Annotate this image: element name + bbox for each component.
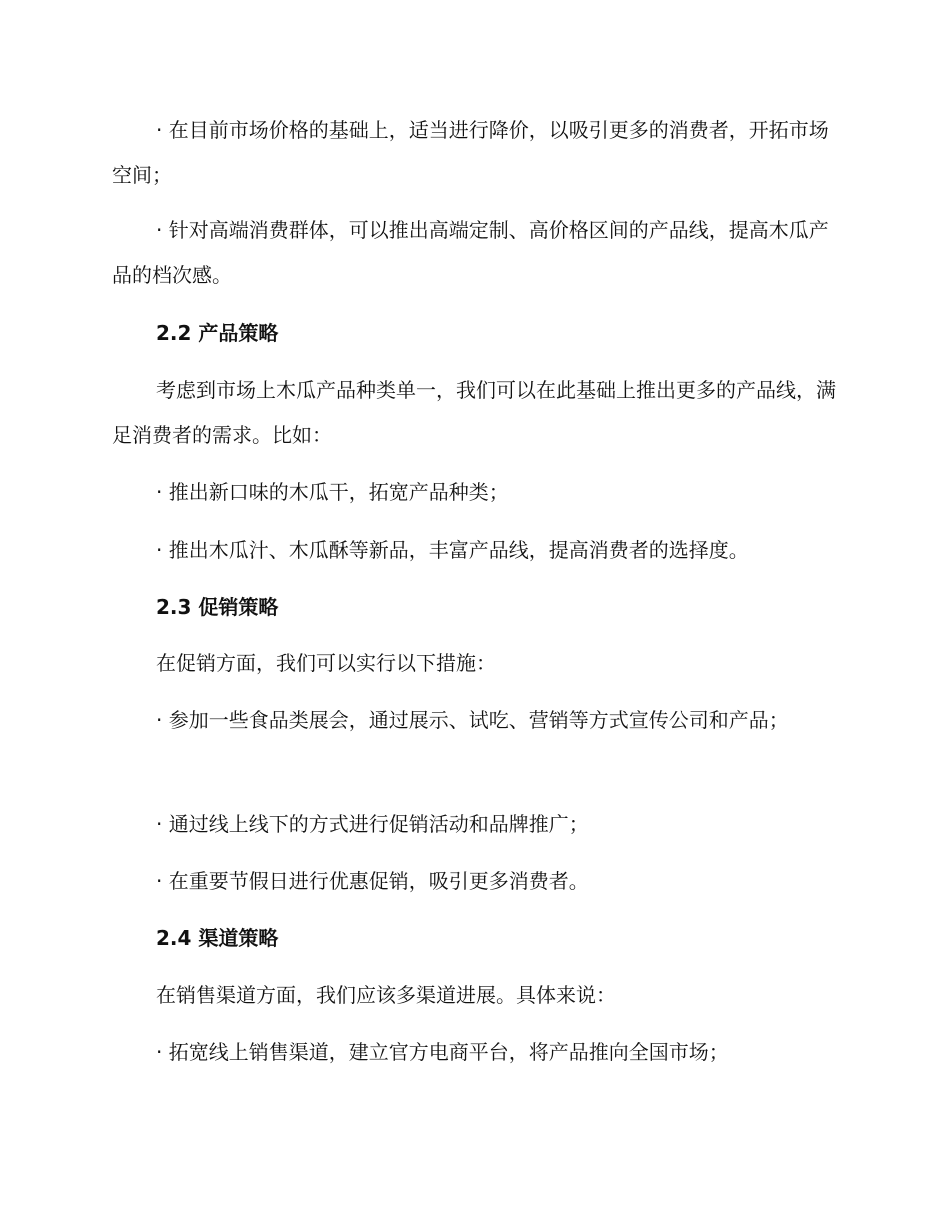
bullet-paragraph: · 针对高端消费群体，可以推出高端定制、高价格区间的产品线，提高木瓜产品的档次感。 xyxy=(112,218,829,287)
bullet-paragraph: · 在目前市场价格的基础上，适当进行降价，以吸引更多的消费者，开拓市场空间； xyxy=(112,118,829,187)
body-paragraph: 考虑到市场上木瓜产品种类单一，我们可以在此基础上推出更多的产品线，满足消费者的需求。比如： xyxy=(112,378,836,447)
bullet-paragraph: · 推出木瓜汁、木瓜酥等新品，丰富产品线，提高消费者的选择度。 xyxy=(156,538,749,562)
body-paragraph: 在促销方面，我们可以实行以下措施： xyxy=(156,651,496,675)
bullet-paragraph: · 拓宽线上销售渠道，建立官方电商平台，将产品推向全国市场； xyxy=(156,1040,729,1064)
body-paragraph: 在销售渠道方面，我们应该多渠道进展。具体来说： xyxy=(156,983,616,1007)
bullet-paragraph: · 在重要节假日进行优惠促销，吸引更多消费者。 xyxy=(156,869,589,893)
bullet-paragraph: · 参加一些食品类展会，通过展示、试吃、营销等方式宣传公司和产品； xyxy=(156,708,789,732)
section-heading: 2.3 促销策略 xyxy=(156,595,279,619)
section-heading: 2.4 渠道策略 xyxy=(156,926,279,950)
bullet-paragraph: · 推出新口味的木瓜干，拓宽产品种类； xyxy=(156,480,509,504)
section-heading: 2.2 产品策略 xyxy=(156,321,279,345)
bullet-paragraph: · 通过线上线下的方式进行促销活动和品牌推广； xyxy=(156,812,589,836)
